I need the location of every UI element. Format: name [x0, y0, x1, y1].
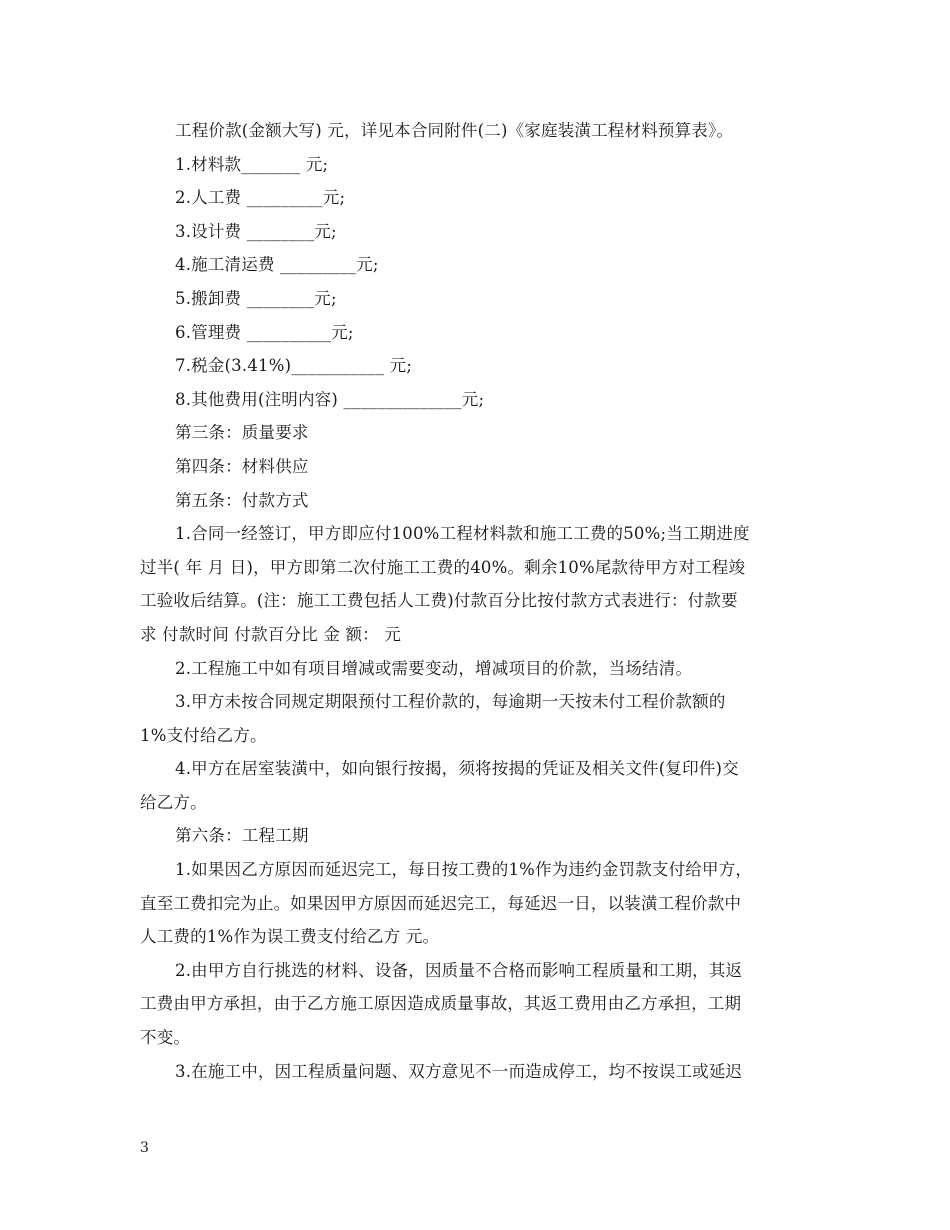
paragraph-line: 1%支付给乙方。 [140, 725, 267, 745]
paragraph-line: 1.如果因乙方原因而延迟完工，每日按工费的1%作为违约金罚款支付给甲方， [175, 860, 753, 880]
page-number: 3 [140, 1140, 149, 1156]
section-heading-payment: 第五条：付款方式 [175, 490, 309, 510]
paragraph-line: 3.甲方未按合同规定期限预付工程价款的，每逾期一天按未付工程价款额的 [175, 692, 726, 712]
paragraph-line: 求 付款时间 付款百分比 金 额： 元 [140, 624, 402, 644]
paragraph-line: 2.由甲方自行挑选的材料、设备，因质量不合格而影响工程质量和工期，其返 [175, 960, 743, 980]
paragraph-line: 3.在施工中，因工程质量问题、双方意见不一而造成停工，均不按误工或延迟 [175, 1061, 743, 1081]
fee-item-other: 8.其他费用(注明内容) ______________元; [175, 389, 485, 409]
fee-item-tax: 7.税金(3.41%)___________ 元; [175, 356, 413, 376]
fee-item-cleanup: 4.施工清运费 _________元; [175, 255, 379, 275]
fee-item-handling: 5.搬卸费 ________元; [175, 288, 337, 308]
paragraph-line: 工费由甲方承担，由于乙方施工原因造成质量事故，其返工费用由乙方承担，工期 [140, 994, 742, 1014]
fee-item-labor: 2.人工费 _________元; [175, 188, 346, 208]
paragraph-line: 工程价款(金额大写) 元，详见本合同附件(二)《家庭装潢工程材料预算表》。 [175, 121, 734, 140]
section-heading-schedule: 第六条：工程工期 [175, 826, 309, 846]
section-heading-quality: 第三条：质量要求 [175, 423, 309, 443]
paragraph-line: 1.合同一经签订，甲方即应付100%工程材料款和施工工费的50%;当工期进度 [175, 524, 750, 544]
paragraph-line: 过半( 年 月 日)，甲方即第二次付施工工费的40%。剩余10%尾款待甲方对工程竣 [140, 557, 746, 577]
section-heading-materials: 第四条：材料供应 [175, 456, 309, 476]
paragraph-line: 不变。 [140, 1028, 191, 1048]
paragraph-line: 人工费的1%作为误工费支付给乙方 元。 [140, 927, 440, 947]
fee-item-materials: 1.材料款_______ 元; [175, 154, 329, 174]
paragraph-line: 给乙方。 [140, 792, 207, 812]
document-body [140, 114, 814, 1088]
paragraph-line: 2.工程施工中如有项目增减或需要变动，增减项目的价款，当场结清。 [175, 658, 693, 678]
fee-item-design: 3.设计费 ________元; [175, 221, 337, 241]
paragraph-line: 4.甲方在居室装潢中，如向银行按揭，须将按揭的凭证及相关文件(复印件)交 [175, 759, 739, 779]
paragraph-line: 直至工费扣完为止。如果因甲方原因而延迟完工，每延迟一日，以装潢工程价款中 [140, 893, 742, 913]
paragraph-line: 工验收后结算。(注：施工工费包括人工费)付款百分比按付款方式表进行：付款要 [140, 591, 738, 611]
fee-item-management: 6.管理费 __________元; [175, 322, 354, 342]
